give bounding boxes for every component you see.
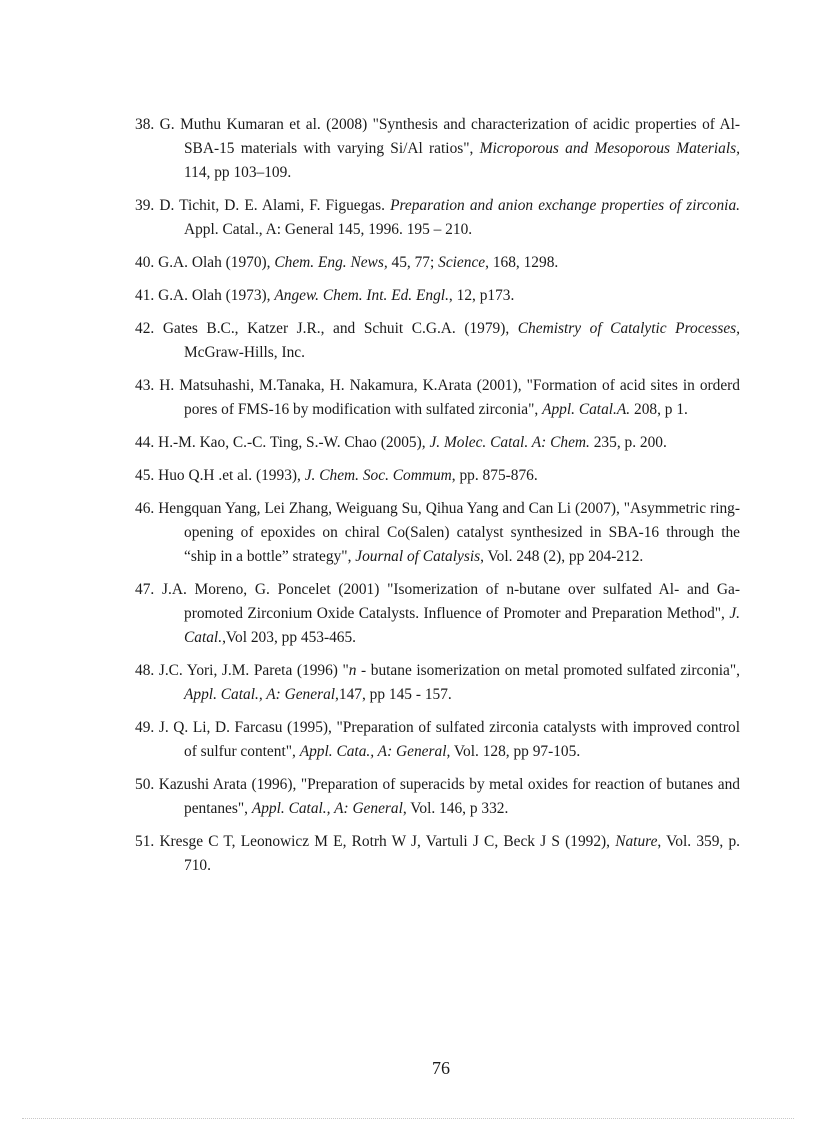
reference-italic-text: Appl. Catal.A. xyxy=(542,401,631,418)
reference-italic-text: J. Chem. Soc. Commum xyxy=(304,467,452,484)
reference-item xyxy=(135,251,740,275)
reference-text: G.A. Olah (1973), xyxy=(154,287,275,304)
reference-item xyxy=(135,374,740,422)
reference-text: , Vol. 146, p 332. xyxy=(402,800,509,817)
reference-text: , Vol. 359, p. 710. xyxy=(184,833,740,874)
reference-text: Vol. 128, pp 97-105. xyxy=(450,743,581,760)
reference-item xyxy=(135,716,740,764)
reference-item xyxy=(135,830,740,878)
reference-item xyxy=(135,464,740,488)
reference-text: 235, p. 200. xyxy=(589,434,667,451)
reference-number: 38. xyxy=(135,116,155,133)
reference-text: Kresge C T, Leonowicz M E, Rotrh W J, Vartuli J C, Beck J S (1992), xyxy=(154,833,616,850)
reference-text: , Vol. 248 (2), pp 204-212. xyxy=(480,548,644,565)
reference-item xyxy=(135,194,740,242)
reference-list xyxy=(135,113,740,887)
reference-number: 47. xyxy=(135,581,155,598)
reference-number: 45. xyxy=(135,467,155,484)
reference-text: ,Vol 203, pp 453-465. xyxy=(222,629,357,646)
reference-item xyxy=(135,284,740,308)
reference-italic-text: Appl. Catal., A: General xyxy=(184,686,336,703)
reference-number: 50. xyxy=(135,776,155,793)
reference-number: 41. xyxy=(135,287,155,304)
reference-text: H.-M. Kao, C.-C. Ting, S.-W. Chao (2005), xyxy=(154,434,430,451)
reference-item xyxy=(135,317,740,365)
reference-number: 43. xyxy=(135,377,155,394)
reference-number: 42. xyxy=(135,320,155,337)
reference-item xyxy=(135,113,740,185)
reference-text: , 12, p173. xyxy=(448,287,515,304)
reference-text: 45, 77; xyxy=(387,254,439,271)
reference-text: Appl. Catal., A: General 145, 1996. 195 – 210. xyxy=(184,221,473,238)
reference-number: 44. xyxy=(135,434,155,451)
reference-number: 46. xyxy=(135,500,155,517)
reference-text: Hengquan Yang, Lei Zhang, Weiguang Su, Qihua Yang and Can Li (2007), "Asymmetric ring-opening of epoxides on chiral Co(Salen) catalyst synthesized in SBA-16 through the “ship in a bottle” strategy", xyxy=(154,500,740,565)
reference-text: H. Matsuhashi, M.Tanaka, H. Nakamura, K.Arata (2001), "Formation of acid sites in orderd pores of FMS-16 by modification with sulfated zirconia", xyxy=(154,377,740,418)
reference-italic-text: Angew. Chem. Int. Ed. Engl. xyxy=(274,287,449,304)
reference-italic-text: J. Molec. Catal. A: Chem. xyxy=(429,434,590,451)
reference-italic-text: Microporous and Mesoporous Materials, xyxy=(479,140,740,157)
reference-number: 40. xyxy=(135,254,155,271)
reference-text: G.A. Olah (1970), xyxy=(154,254,275,271)
reference-item xyxy=(135,497,740,569)
page-number: 76 xyxy=(432,1058,450,1078)
reference-number: 48. xyxy=(135,662,155,679)
reference-text: J. Q. Li, D. Farcasu (1995), "Preparation of sulfated zirconia catalysts with improved control of sulfur content", xyxy=(154,719,740,760)
reference-number: 49. xyxy=(135,719,155,736)
reference-italic-text: Science xyxy=(438,254,486,271)
reference-text: ,147, pp 145 - 157. xyxy=(335,686,452,703)
reference-text: 114, pp 103–109. xyxy=(184,164,292,181)
reference-text: - butane isomerization on metal promoted sulfated zirconia", xyxy=(356,662,740,679)
page-bottom-border xyxy=(22,1118,794,1119)
reference-text: , 168, 1298. xyxy=(485,254,559,271)
reference-item xyxy=(135,659,740,707)
reference-italic-text: J. Catal. xyxy=(184,605,740,646)
reference-text: Huo Q.H .et al. (1993), xyxy=(154,467,305,484)
reference-text: Kazushi Arata (1996), "Preparation of superacids by metal oxides for reaction of butanes and pentanes", xyxy=(154,776,740,817)
reference-italic-text: Preparation and anion exchange properties of zirconia. xyxy=(390,197,740,214)
reference-italic-text: n xyxy=(348,662,357,679)
reference-item xyxy=(135,773,740,821)
reference-text: McGraw-Hills, Inc. xyxy=(184,344,305,361)
reference-number: 51. xyxy=(135,833,155,850)
reference-text: J.C. Yori, J.M. Pareta (1996) " xyxy=(154,662,349,679)
reference-number: 39. xyxy=(135,197,155,214)
reference-item xyxy=(135,578,740,650)
reference-italic-text: Chem. Eng. News, xyxy=(274,254,388,271)
reference-italic-text: Appl. Cata., A: General, xyxy=(299,743,451,760)
reference-italic-text: Nature xyxy=(615,833,658,850)
reference-italic-text: Journal of Catalysis xyxy=(355,548,481,565)
reference-text: J.A. Moreno, G. Poncelet (2001) "Isomerization of n-butane over sulfated Al- and Ga-promoted Zirconium Oxide Catalysts. Influence of Promoter and Preparation Method", xyxy=(154,581,740,622)
reference-text: D. Tichit, D. E. Alami, F. Figuegas. xyxy=(154,197,391,214)
reference-text: G. Muthu Kumaran et al. (2008) "Synthesis and characterization of acidic properties of Al-SBA-15 materials with varying Si/Al ratios", xyxy=(154,116,740,157)
reference-text: 208, p 1. xyxy=(630,401,688,418)
reference-text: Gates B.C., Katzer J.R., and Schuit C.G.A. (1979), xyxy=(154,320,518,337)
reference-italic-text: Appl. Catal., A: General xyxy=(251,800,403,817)
reference-item xyxy=(135,431,740,455)
reference-text: , pp. 875-876. xyxy=(451,467,538,484)
reference-italic-text: Chemistry of Catalytic Processes, xyxy=(517,320,740,337)
